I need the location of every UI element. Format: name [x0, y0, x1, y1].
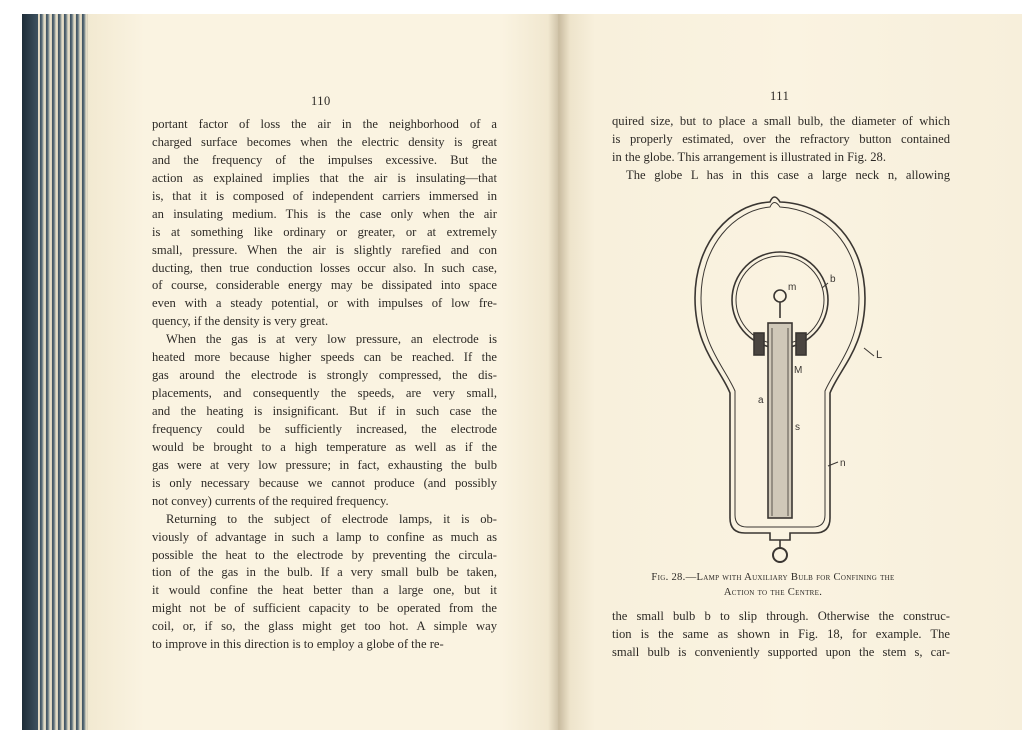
text-line: is at something like ordinary or greater, or at extremely — [152, 224, 497, 239]
label-n: n — [840, 458, 846, 469]
text-line: is only necessary because we cannot produce (and possibly — [152, 475, 497, 490]
text-line: gas were at very low pressure; in fact, exhausting the bulb — [152, 457, 497, 472]
label-L: L — [876, 349, 883, 361]
caption-line-2: Action to the Centre. — [723, 587, 823, 598]
text-line: possible the heat to the electrode by preventing the circula- — [152, 547, 497, 562]
text-line: tion is the same as shown in Fig. 18, for example. The — [612, 626, 950, 641]
text-line: gas around the electrode is strongly compressed, the dis- — [152, 368, 497, 383]
text-line: even with a steady potential, or with impulses of low fre- — [152, 296, 497, 311]
book-gutter — [548, 14, 570, 730]
text-line: and the heating is insignificant. But if in such case the — [152, 404, 497, 418]
text-line: frequency could be sufficiently increased, the electrode — [152, 421, 497, 436]
text-line: of course, considerable energy may be dissipated into space — [152, 278, 497, 293]
label-m: m — [788, 282, 797, 293]
text-line: viously of advantage in such a lamp to confine as much as — [152, 529, 497, 544]
text-line: action as explained implies that the air is insulating—that — [152, 170, 497, 185]
label-s: s — [795, 422, 800, 433]
text-line: is, that it is composed of independent carriers immersed in — [152, 188, 497, 203]
text-line: quency, if the density is very great. — [152, 314, 329, 329]
caption-line-1: Fig. 28.—Lamp with Auxiliary Bulb for Confining the — [651, 572, 895, 583]
text-line: portant factor of loss the air in the neighborhood of a — [152, 117, 497, 131]
button-m — [774, 290, 786, 302]
text-line: the small bulb b to slip through. Otherwise the construc- — [612, 609, 950, 623]
label-a: a — [758, 395, 764, 406]
lamp-figure — [670, 188, 890, 578]
right-page-text-bottom — [612, 608, 950, 662]
text-line: coil, or, if so, the glass might get too hot. A simple way — [152, 619, 497, 634]
text-line: might not be of sufficient capacity to be operated from the — [152, 601, 497, 616]
text-line: would be brought to a high temperature as well as if the — [152, 439, 497, 454]
text-line: is properly estimated, over the refractory button contained — [612, 131, 950, 146]
figure-caption — [588, 570, 958, 600]
text-line: Returning to the subject of electrode lamps, it is ob- — [166, 511, 497, 526]
text-line: an insulating medium. This is the case only when the air — [152, 206, 497, 221]
text-line: The globe L has in this case a large neck n, allowing — [626, 167, 950, 182]
text-line: quired size, but to place a small bulb, the diameter of which — [612, 114, 950, 128]
label-b: b — [830, 274, 836, 285]
text-line: When the gas is at very low pressure, an electrode is — [166, 332, 497, 347]
text-line: to improve in this direction is to employ a globe of the re- — [152, 637, 444, 652]
label-M: M — [794, 365, 803, 376]
page-number-left: 110 — [311, 94, 331, 108]
text-line: heated more because higher speeds can be reached. If the — [152, 350, 497, 365]
text-line: tion of the gas in the bulb. If a very small bulb be taken, — [152, 565, 497, 580]
text-line: placements, and consequently the speeds, are very small, — [152, 386, 497, 401]
text-line: ducting, then true conduction losses occur also. In such case, — [152, 260, 497, 275]
text-line: small, pressure. When the air is slightly rarefied and con — [152, 242, 497, 257]
text-line: small bulb is conveniently supported upon the stem s, car- — [612, 644, 950, 659]
left-page-text — [152, 116, 497, 654]
text-line: and the frequency of the impulses excessive. But the — [152, 152, 497, 167]
text-line: not convey) currents of the required frequency. — [152, 493, 389, 508]
page-number-right: 111 — [770, 89, 790, 103]
stem-s — [768, 323, 792, 518]
text-line: it would confine the heat better than a large one, but it — [152, 583, 497, 598]
terminal — [773, 548, 787, 562]
right-page-text-top — [612, 113, 950, 185]
text-line: charged surface becomes when the electric density is great — [152, 134, 497, 149]
text-line: in the globe. This arrangement is illustrated in Fig. 28. — [612, 149, 886, 164]
page-edges — [22, 14, 88, 730]
